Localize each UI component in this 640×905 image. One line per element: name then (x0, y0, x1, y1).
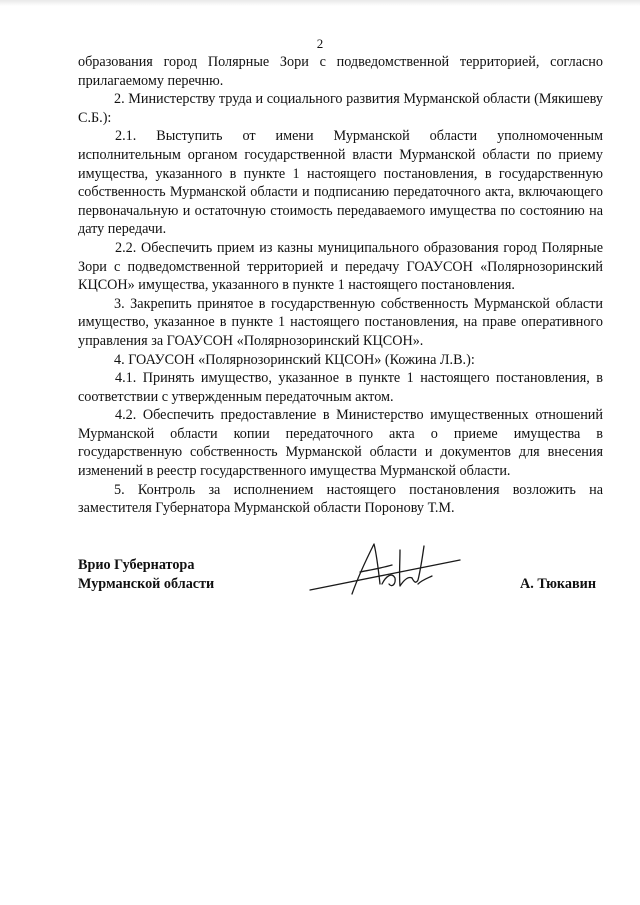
signatory-title-line2: Мурманской области (78, 576, 215, 592)
paragraph-2-2: 2.2. Обеспечить прием из казны муниципального образования город Полярные Зори с подведомственной территорией и передачу ГОАУСОН «Полярнозоринский КЦСОН» имущества, указанного в пункте 1 настоящего постановления. (78, 239, 603, 294)
signatory-title-line1: Врио Губернатора (78, 557, 195, 573)
paragraph-3: 3. Закрепить принятое в государственную собственность Мурманской области имущество, указанное в пункте 1 настоящего постановления, на праве оперативного управления за ГОАУСОН «Полярнозоринский КЦСОН». (78, 295, 603, 349)
paragraph-5: 5. Контроль за исполнением настоящего постановления возложить на заместителя Губернатора Мурманской области Поронову Т.М. (78, 481, 603, 517)
signatory-name: А. Тюкавин (520, 576, 597, 592)
document-body (78, 53, 603, 518)
paragraph-4-2: 4.2. Обеспечить предоставление в Министерство имущественных отношений Мурманской области копии передаточного акта о приеме имущества в государственную собственность Мурманской области и документов для внесения изменений в реестр государственного имущества Мурманской области. (78, 407, 603, 480)
paragraph-2-1: 2.1. Выступить от имени Мурманской области уполномоченным исполнительным органом государственной власти Мурманской области по приему имущества, указанного в пункте 1 настоящего постановления, в государственную собственность Мурманской области и подписанию передаточного акта, включающего первоначальную и остаточную стоимость передаваемого имущества по состоянию на дату передачи. (78, 128, 603, 238)
paragraph-continuation: образования город Полярные Зори с подведомственной территорией, согласно прилагаемому перечню. (78, 54, 603, 89)
scan-edge (0, 0, 640, 6)
paragraph-2: 2. Министерству труда и социального развития Мурманской области (Мякишеву С.Б.): (78, 91, 603, 126)
paragraph-4: 4. ГОАУСОН «Полярнозоринский КЦСОН» (Кожина Л.В.): (114, 351, 475, 368)
paragraph-4-1: 4.1. Принять имущество, указанное в пункте 1 настоящего постановления, в соответствии с утвержденным передаточным актом. (78, 370, 603, 405)
page-number: 2 (316, 36, 324, 51)
handwritten-signature (300, 532, 470, 607)
signatory-title (78, 556, 214, 594)
